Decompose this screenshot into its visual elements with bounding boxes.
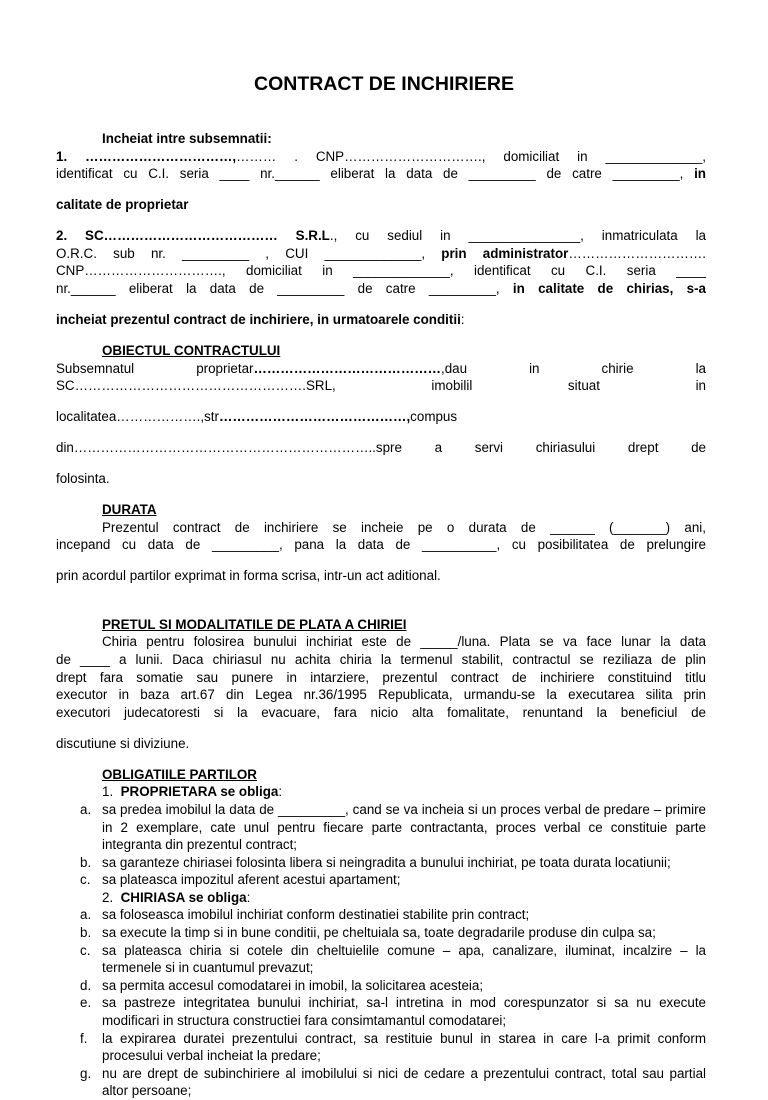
pret-line6: discutiune si diviziune. <box>56 735 190 751</box>
document-body <box>56 130 706 1100</box>
obiect-line2: SC…………………………………………….SRL, imobilil situat in <box>56 378 706 394</box>
party2-id-details: nr.______ eliberat la data de _________ de catre _________, <box>56 280 500 296</box>
list-item <box>56 854 706 872</box>
list-item-text: sa plateasca impozitul aferent acestui apartament; <box>102 872 401 888</box>
section-pret-title: PRETUL SI MODALITATILE DE PLATA A CHIRIEI <box>102 616 407 632</box>
party2-line1 <box>56 227 706 245</box>
obiect-locality: localitatea……………….,str <box>56 409 219 425</box>
party2-role: in calitate de chirias, s-a <box>499 280 706 296</box>
obiect-line3 <box>56 408 706 426</box>
party2-number: 2. SC <box>56 228 104 244</box>
durata-line2: incepand cu data de _________, pana la data de __________, cu posibilitatea de prelungire <box>56 537 706 553</box>
list-marker: f. <box>80 1030 88 1046</box>
party2-seat: ., cu sediul in _______________, inmatriculata la <box>329 228 706 244</box>
party2-orc-cui: O.R.C. sub nr. _________ , CUI _____________, <box>56 245 426 261</box>
proprietara-number: 1. <box>102 784 114 800</box>
list-item-text: sa garanteze chiriasei folosinta libera si neingradita a bunului inchiriat, pe toata durata locatiunii; <box>102 854 671 870</box>
chiriasa-colon: : <box>246 889 251 905</box>
list-item-text: nu are drept de subinchiriere al imobilului si nici de cedare a prezentului contract, total sau partial altor persoane; <box>102 1065 706 1099</box>
party2-admin-blank: …………………………. <box>568 245 706 261</box>
list-marker: c. <box>80 942 91 958</box>
obiect-line1 <box>56 360 706 378</box>
party1-id-details: identificat cu C.I. seria ____ nr.______ eliberat la data de _________ de catre _________, <box>56 166 684 182</box>
section-durata-title: DURATA <box>102 502 157 518</box>
spacer <box>56 598 706 616</box>
party1-line2 <box>56 165 706 183</box>
intro-line: Incheiat intre subsemnatii: <box>102 131 272 146</box>
obiect-rent-out: ,dau in chirie la <box>440 360 706 376</box>
party2-srl: S.R.L <box>277 228 330 244</box>
obiect-owner-blank: …………………………………… <box>253 360 441 376</box>
list-item-text: la expirarea duratei prezentului contract, sa restituie bunul in starea in care l-a primit conform procesului verbal incheiat la predare; <box>102 1030 706 1064</box>
chiriasa-number: 2. <box>102 889 114 905</box>
party1-cnp-domicile: ……… . CNP…………………………., domiciliat in _____________, <box>236 148 706 164</box>
party2-administrator: prin administrator <box>425 245 569 261</box>
party2-colon: : <box>460 311 465 327</box>
list-marker: b. <box>80 925 92 941</box>
party2-name-blank: ………………………………… <box>103 228 278 244</box>
proprietara-colon: : <box>278 784 283 800</box>
durata-line1: Prezentul contract de inchiriere se incheie pe o durata de ______ (_______) ani, <box>102 519 706 535</box>
party2-line5 <box>56 311 706 329</box>
party1-number: 1. <box>56 148 68 164</box>
list-marker: a. <box>80 801 92 817</box>
section-obiect-title: OBIECTUL CONTRACTULUI <box>102 342 281 358</box>
party2-conclusion: incheiat prezentul contract de inchiriere, in urmatoarele conditii <box>56 311 461 327</box>
pret-line5: executori judecatoresti si la evacuare, fara nicio alta fomalitate, renuntand la beneficiul de <box>56 704 706 720</box>
list-item-text: sa permita accesul comodatarei in imobil, la solicitarea acesteia; <box>102 977 484 993</box>
party2-line2 <box>56 245 706 263</box>
list-marker: e. <box>80 995 92 1011</box>
party1-name-blank: ……………………………, <box>67 148 237 164</box>
list-item-text: sa pastreze integritatea bunului inchiriat, sa-l intretina in mod corespunzator si sa nu execute modificari in structura constructiei fara consimtamantul comodatarei; <box>102 995 706 1029</box>
party1-line1 <box>56 148 706 166</box>
party2-line3: CNP…………………………., domiciliat in _____________, identificat cu C.I. seria ____ <box>56 263 706 279</box>
list-item <box>56 1065 706 1100</box>
list-item-text: sa execute la timp si in bune conditii, pe cheltuiala sa, toate degradarile produse din culpa sa; <box>102 925 656 941</box>
list-item <box>56 1030 706 1065</box>
list-item-text: sa foloseasca imobilul inchiriat conform destinatiei stabilite prin contract; <box>102 907 530 923</box>
obiect-line4: din…………………………………………………………..spre a servi chiriasului drept de <box>56 440 706 456</box>
list-item <box>56 924 706 942</box>
list-item <box>56 994 706 1029</box>
list-marker: b. <box>80 854 92 870</box>
pret-line4: executor in baza art.67 din Legea nr.36/1995 Republicata, urmandu-se la executarea silita prin <box>56 687 706 703</box>
pret-line2: de ____ a lunii. Daca chiriasul nu achita chiria la termenul stabilit, contractul se reziliaza de plin <box>56 651 706 667</box>
proprietara-label: PROPRIETARA se obliga <box>120 784 279 800</box>
obiect-line5: folosinta. <box>56 471 110 487</box>
list-item <box>56 942 706 977</box>
section-durata-heading <box>56 501 706 519</box>
list-item <box>56 801 706 854</box>
list-item-text: sa predea imobilul la data de _________, cand se va incheia si un proces verbal de predare – primire in 2 exemplare, cate unul pentru fiecare parte contractanta, proces verbal ce constituie parte integranta din prezentul contract; <box>102 801 706 853</box>
list-item-text: sa plateasca chiria si cotele din cheltuielile comune – apa, canalizare, iluminat, incalzire – la termenele si in cuantumul prevazut; <box>102 942 706 976</box>
obiect-owner: Subsemnatul proprietar <box>56 360 254 376</box>
section-obiect-heading <box>56 342 706 360</box>
section-obligatii-title: OBLIGATIILE PARTILOR <box>102 766 257 782</box>
list-item <box>56 977 706 995</box>
durata-line3: prin acordul partilor exprimat in forma scrisa, intr-un act aditional. <box>56 568 441 584</box>
list-marker: d. <box>80 977 92 993</box>
list-marker: c. <box>80 872 91 888</box>
chiriasa-label: CHIRIASA se obliga <box>120 889 247 905</box>
section-obligatii-heading <box>56 766 706 784</box>
chiriasa-subheading <box>56 889 706 907</box>
obiect-composed: compus <box>410 409 458 425</box>
pret-line3: drept fara somatie sau punere in intarziere, prezentul contract de inchiriere constituind titlu <box>56 669 706 685</box>
list-item <box>56 906 706 924</box>
document-title: CONTRACT DE INCHIRIERE <box>253 73 514 95</box>
list-marker: g. <box>80 1065 92 1081</box>
party2-line4 <box>56 280 706 298</box>
obiect-street-blank: ……………………………………, <box>218 409 411 425</box>
pret-line1: Chiria pentru folosirea bunului inchiriat este de _____/luna. Plata se va face lunar la data <box>102 634 706 650</box>
proprietara-subheading <box>56 783 706 801</box>
party1-role: calitate de proprietar <box>56 197 189 213</box>
party1-role-start: in <box>683 166 706 182</box>
list-item <box>56 871 706 889</box>
section-pret-heading <box>56 616 706 634</box>
list-marker: a. <box>80 907 92 923</box>
